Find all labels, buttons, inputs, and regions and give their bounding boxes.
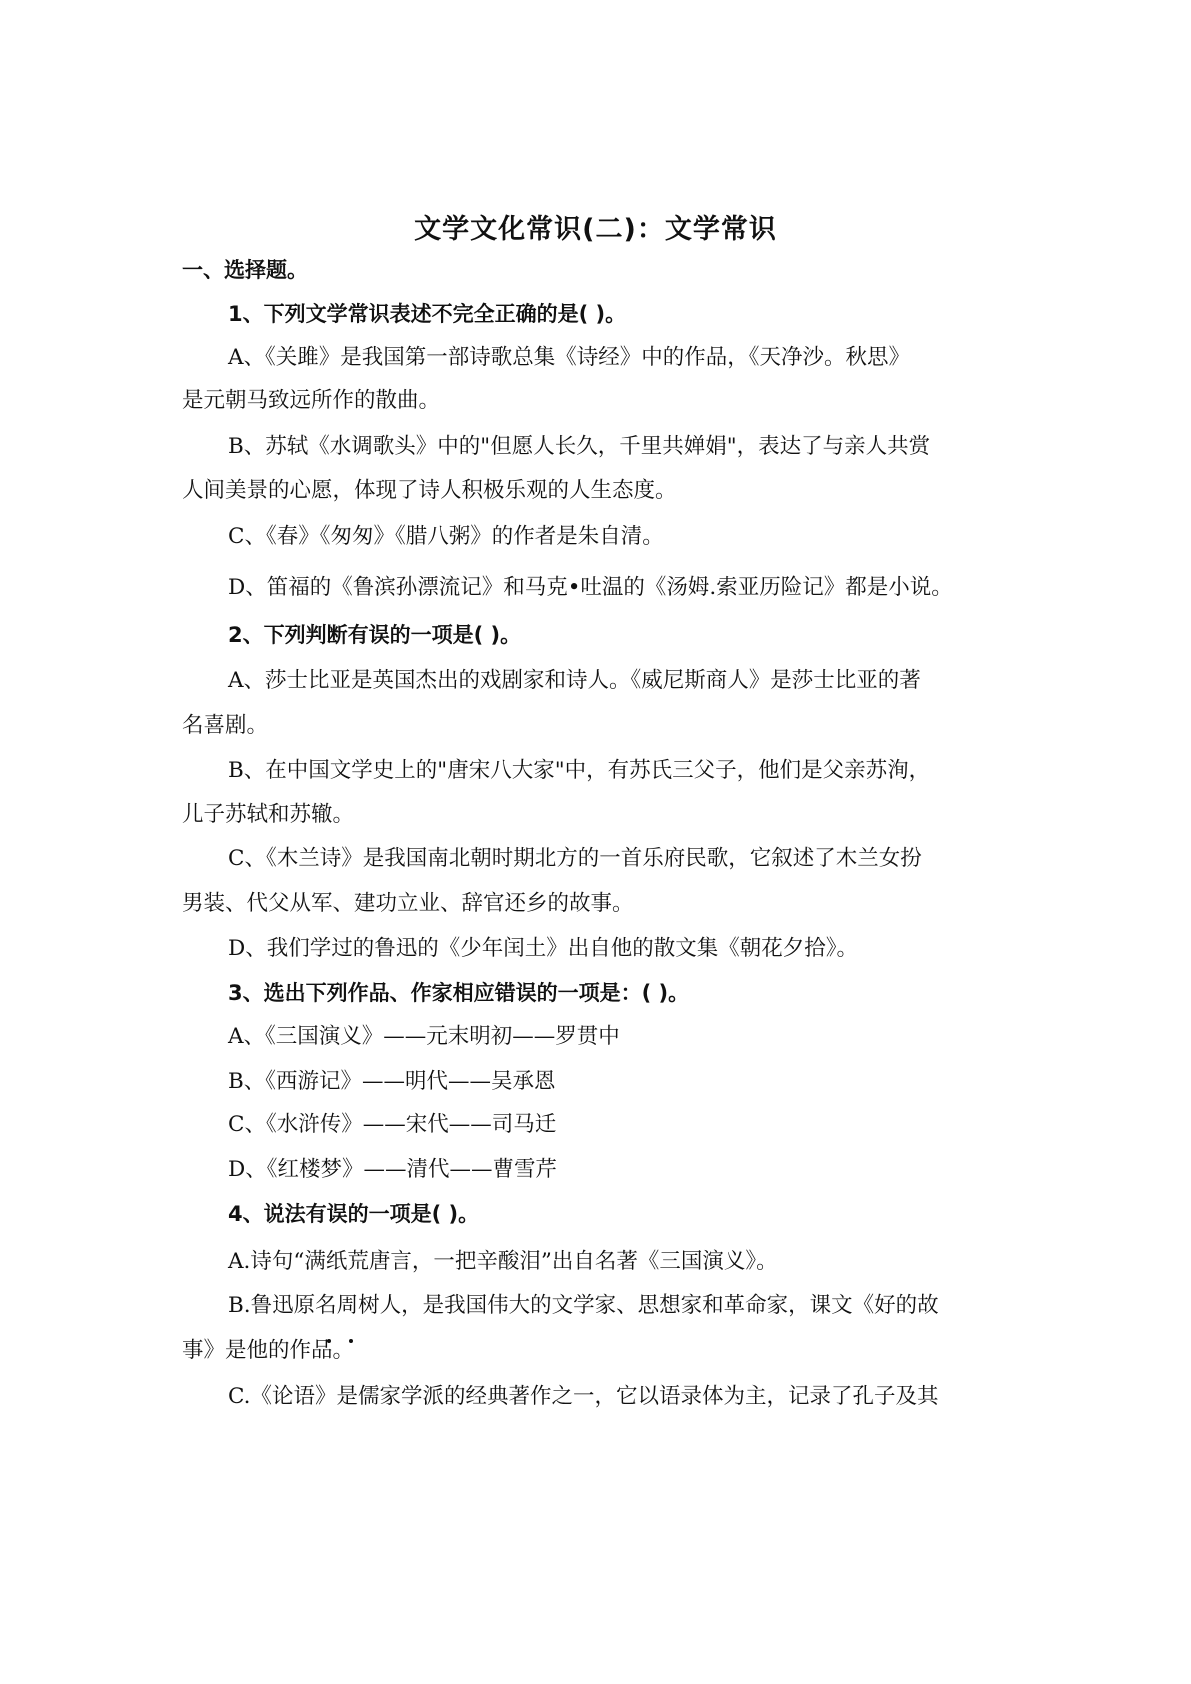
q3-option-d: D、《红楼梦》——清代——曹雪芹 (228, 1157, 557, 1182)
question-4-stem: 4、说法有误的一项是( )。 (228, 1202, 480, 1226)
q1-option-b-cont: 人间美景的心愿，体现了诗人积极乐观的人生态度。 (182, 478, 677, 503)
question-2-stem: 2、下列判断有误的一项是( )。 (228, 623, 522, 647)
section-heading: 一、选择题。 (182, 258, 308, 282)
question-3-stem: 3、选出下列作品、作家相应错误的一项是：( )。 (228, 981, 690, 1005)
q2-option-d: D、我们学过的鲁迅的《少年闰土》出自他的散文集《朝花夕拾》。 (228, 936, 858, 961)
page-title: 文学文化常识(二)：文学常识 (414, 214, 777, 245)
q2-option-c-cont: 男装、代父从军、建功立业、辞官还乡的故事。 (182, 891, 634, 916)
q2-option-c: C、《木兰诗》是我国南北朝时期北方的一首乐府民歌，它叙述了木兰女扮 (228, 846, 922, 871)
q3-option-a: A、《三国演义》——元末明初——罗贯中 (228, 1024, 620, 1049)
q4-option-a: A.诗句“满纸荒唐言，一把辛酸泪”出自名著《三国演义》。 (228, 1249, 778, 1274)
q1-option-c: C、《春》《匆匆》《腊八粥》的作者是朱自清。 (228, 524, 664, 549)
q4-option-c: C.《论语》是儒家学派的经典著作之一，它以语录体为主，记录了孔子及其 (228, 1384, 939, 1409)
q2-option-a-cont: 名喜剧。 (182, 713, 269, 738)
q1-option-a-cont: 是元朝马致远所作的散曲。 (182, 388, 441, 413)
question-1-stem: 1、下列文学常识表述不完全正确的是( )。 (228, 302, 627, 326)
q4-option-b: B.鲁迅原名周树人，是我国伟大的文学家、思想家和革命家，课文《好的故 (228, 1293, 939, 1318)
q1-option-d: D、笛福的《鲁滨孙漂流记》和马克•吐温的《汤姆.索亚历险记》都是小说。 (228, 575, 953, 600)
q2-option-b: B、在中国文学史上的"唐宋八大家"中，有苏氏三父子，他们是父亲苏洵， (228, 758, 931, 783)
q2-option-a: A、莎士比亚是英国杰出的戏剧家和诗人。《威尼斯商人》是莎士比亚的著 (228, 668, 921, 693)
q1-option-a: A、《关雎》是我国第一部诗歌总集《诗经》中的作品，《天净沙。秋思》 (228, 345, 911, 370)
q3-option-b: B、《西游记》——明代——吴承恩 (228, 1069, 556, 1094)
q4-option-b-cont: 事》是他的作品。 (182, 1338, 355, 1363)
q2-option-b-cont: 儿子苏轼和苏辙。 (182, 802, 355, 827)
q1-option-b: B、苏轼《水调歌头》中的"但愿人长久，千里共婵娟"，表达了与亲人共赏 (228, 434, 931, 459)
q3-option-c: C、《水浒传》——宋代——司马迁 (228, 1112, 557, 1137)
